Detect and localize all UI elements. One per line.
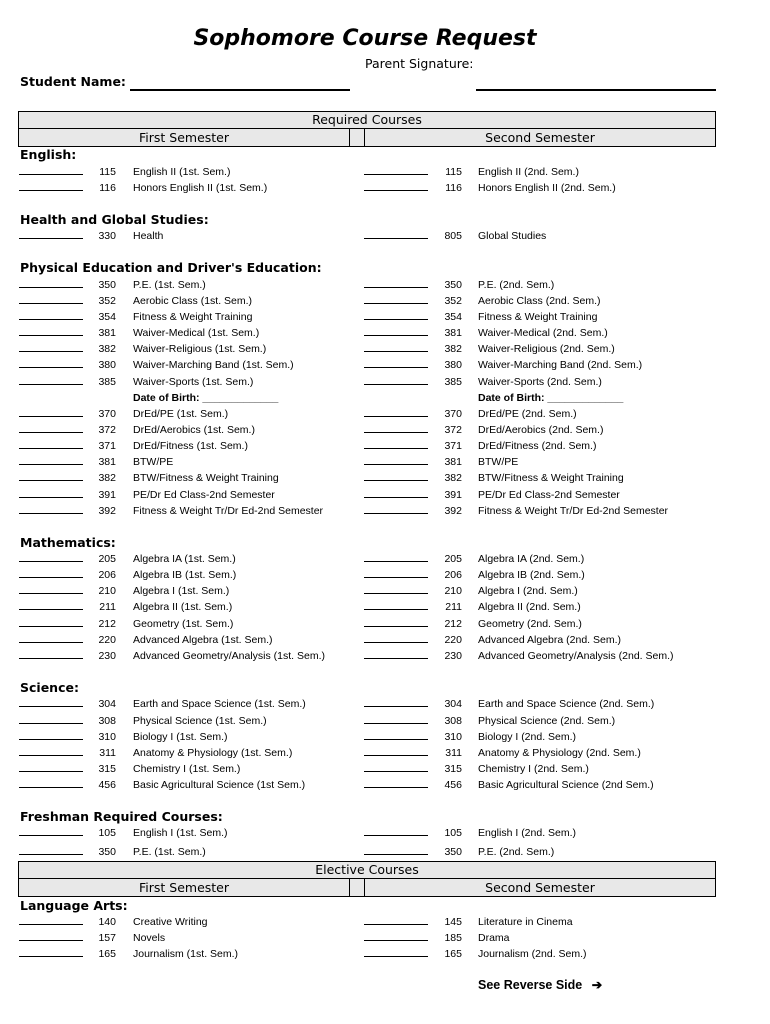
course-checkbox-blank[interactable] [364,771,428,772]
course-code: 381 [98,327,116,339]
course-code: 220 [444,634,462,646]
course-checkbox-blank[interactable] [19,755,83,756]
course-checkbox-blank[interactable] [19,497,83,498]
course-name: English I (1st. Sem.) [133,827,228,839]
course-code: 145 [444,916,462,928]
course-name: Geometry (2nd. Sem.) [478,618,582,630]
course-code: 370 [98,408,116,420]
course-checkbox-blank[interactable] [19,706,83,707]
section-heading: Physical Education and Driver's Education: [20,260,322,275]
course-checkbox-blank[interactable] [19,190,83,191]
course-name: DrEd/Aerobics (1st. Sem.) [133,424,255,436]
course-code: 381 [98,456,116,468]
course-checkbox-blank[interactable] [364,464,428,465]
course-name: Waiver-Marching Band (1st. Sem.) [133,359,294,371]
course-checkbox-blank[interactable] [364,755,428,756]
course-name: BTW/Fitness & Weight Training [133,472,279,484]
course-checkbox-blank[interactable] [364,658,428,659]
course-checkbox-blank[interactable] [364,335,428,336]
course-checkbox-blank[interactable] [364,497,428,498]
course-name: Basic Agricultural Science (1st Sem.) [133,779,306,791]
course-checkbox-blank[interactable] [19,577,83,578]
course-code: 350 [98,279,116,291]
course-checkbox-blank[interactable] [19,924,83,925]
course-code: 350 [444,846,462,858]
required-courses-header: Required Courses [18,111,716,129]
course-name: P.E. (2nd. Sem.) [478,279,555,291]
course-checkbox-blank[interactable] [19,464,83,465]
course-code: 382 [98,472,116,484]
course-code: 330 [98,230,116,242]
course-code: 371 [444,440,462,452]
course-checkbox-blank[interactable] [364,448,428,449]
student-name-field[interactable] [130,89,350,91]
course-code: 380 [98,359,116,371]
course-name: PE/Dr Ed Class-2nd Semester [133,489,275,501]
page-title: Sophomore Course Request [193,26,537,51]
course-code: 391 [98,489,116,501]
course-name: DrEd/Aerobics (2nd. Sem.) [478,424,604,436]
course-name: P.E. (1st. Sem.) [133,846,206,858]
course-checkbox-blank[interactable] [19,835,83,836]
course-name: Algebra I (2nd. Sem.) [478,585,578,597]
course-checkbox-blank[interactable] [19,609,83,610]
course-code: 205 [444,553,462,565]
course-code: 805 [444,230,462,242]
column-divider [349,129,350,146]
course-code: 315 [98,763,116,775]
course-name: Fitness & Weight Tr/Dr Ed-2nd Semester [478,505,669,517]
course-checkbox-blank[interactable] [19,303,83,304]
course-checkbox-blank[interactable] [19,319,83,320]
course-name: Fitness & Weight Training [478,311,598,323]
course-code: 165 [444,948,462,960]
course-name: Health [133,230,164,242]
course-name: Waiver-Sports (2nd. Sem.) [478,376,602,388]
course-name: Anatomy & Physiology (1st. Sem.) [133,747,293,759]
course-name: Algebra IB (2nd. Sem.) [478,569,585,581]
date-of-birth-field[interactable]: Date of Birth: _____________ [478,392,624,404]
course-code: 206 [444,569,462,581]
course-checkbox-blank[interactable] [364,835,428,836]
course-name: English II (1st. Sem.) [133,166,231,178]
course-name: Waiver-Religious (2nd. Sem.) [478,343,615,355]
course-code: 230 [98,650,116,662]
course-code: 115 [445,166,462,178]
arrow-right-icon: ➔ [591,978,603,992]
course-checkbox-blank[interactable] [19,416,83,417]
student-name-label: Student Name: [20,74,126,89]
course-name: P.E. (1st. Sem.) [133,279,206,291]
course-checkbox-blank[interactable] [364,956,428,957]
course-name: Advanced Geometry/Analysis (2nd. Sem.) [478,650,674,662]
course-code: 230 [444,650,462,662]
course-checkbox-blank[interactable] [19,480,83,481]
course-checkbox-blank[interactable] [19,626,83,627]
column-divider [349,879,350,896]
course-name: Waiver-Marching Band (2nd. Sem.) [478,359,643,371]
course-code: 165 [98,948,116,960]
first-semester-label: First Semester [138,130,229,145]
course-name: P.E. (2nd. Sem.) [478,846,555,858]
course-name: DrEd/PE (1st. Sem.) [133,408,229,420]
course-code: 372 [98,424,116,436]
course-name: Aerobic Class (1st. Sem.) [133,295,253,307]
course-code: 115 [99,166,116,178]
course-checkbox-blank[interactable] [364,642,428,643]
course-checkbox-blank[interactable] [364,924,428,925]
course-checkbox-blank[interactable] [19,335,83,336]
course-name: Journalism (2nd. Sem.) [478,948,587,960]
course-code: 211 [445,601,462,613]
course-checkbox-blank[interactable] [364,626,428,627]
course-name: Advanced Algebra (2nd. Sem.) [478,634,622,646]
course-code: 381 [444,327,462,339]
course-checkbox-blank[interactable] [364,593,428,594]
course-name: Novels [133,932,166,944]
course-name: Waiver-Medical (2nd. Sem.) [478,327,608,339]
course-checkbox-blank[interactable] [19,739,83,740]
course-name: Algebra IA (1st. Sem.) [133,553,236,565]
course-code: 385 [98,376,116,388]
course-name: Algebra IA (2nd. Sem.) [478,553,585,565]
course-checkbox-blank[interactable] [19,593,83,594]
section-heading: Mathematics: [20,535,116,550]
course-name: Basic Agricultural Science (2nd Sem.) [478,779,654,791]
course-code: 352 [98,295,116,307]
course-checkbox-blank[interactable] [364,609,428,610]
course-checkbox-blank[interactable] [364,287,428,288]
course-name: Anatomy & Physiology (2nd. Sem.) [478,747,641,759]
date-of-birth-field[interactable]: Date of Birth: _____________ [133,392,279,404]
course-checkbox-blank[interactable] [19,448,83,449]
course-code: 205 [98,553,116,565]
course-checkbox-blank[interactable] [364,739,428,740]
course-checkbox-blank[interactable] [19,771,83,772]
course-code: 380 [444,359,462,371]
course-checkbox-blank[interactable] [19,432,83,433]
course-checkbox-blank[interactable] [364,706,428,707]
course-code: 382 [98,343,116,355]
course-name: Waiver-Medical (1st. Sem.) [133,327,260,339]
section-heading: Science: [20,680,79,695]
course-code: 157 [98,932,116,944]
course-name: Earth and Space Science (2nd. Sem.) [478,698,655,710]
course-name: Aerobic Class (2nd. Sem.) [478,295,601,307]
course-name: Advanced Geometry/Analysis (1st. Sem.) [133,650,325,662]
course-code: 381 [444,456,462,468]
course-code: 370 [444,408,462,420]
course-code: 382 [444,343,462,355]
course-checkbox-blank[interactable] [19,174,83,175]
course-code: 372 [444,424,462,436]
required-semester-header [18,129,716,147]
course-code: 392 [98,505,116,517]
course-checkbox-blank[interactable] [19,561,83,562]
course-code: 308 [444,715,462,727]
course-code: 392 [444,505,462,517]
course-name: Geometry (1st. Sem.) [133,618,234,630]
course-checkbox-blank[interactable] [19,351,83,352]
course-checkbox-blank[interactable] [19,642,83,643]
parent-signature-field[interactable] [476,89,716,91]
course-name: Algebra I (1st. Sem.) [133,585,230,597]
section-heading: Health and Global Studies: [20,212,209,227]
course-code: 212 [444,618,462,630]
second-semester-label: Second Semester [485,880,595,895]
section-heading: Language Arts: [20,898,128,913]
course-checkbox-blank[interactable] [364,351,428,352]
course-code: 456 [444,779,462,791]
course-code: 352 [444,295,462,307]
course-name: Drama [478,932,510,944]
see-reverse-label: See Reverse Side [478,978,583,992]
course-code: 350 [444,279,462,291]
course-checkbox-blank[interactable] [19,367,83,368]
course-code: 354 [444,311,462,323]
course-checkbox-blank[interactable] [364,174,428,175]
course-code: 220 [98,634,116,646]
course-checkbox-blank[interactable] [364,190,428,191]
course-name: Creative Writing [133,916,208,928]
course-name: Fitness & Weight Training [133,311,253,323]
course-checkbox-blank[interactable] [19,384,83,385]
course-name: English II (2nd. Sem.) [478,166,579,178]
course-code: 391 [444,489,462,501]
elective-courses-header: Elective Courses [18,861,716,879]
course-checkbox-blank[interactable] [19,787,83,788]
course-checkbox-blank[interactable] [19,854,83,855]
course-code: 310 [444,731,462,743]
parent-signature-label: Parent Signature: [365,56,474,71]
course-checkbox-blank[interactable] [19,513,83,514]
course-name: Physical Science (2nd. Sem.) [478,715,616,727]
course-code: 350 [98,846,116,858]
course-code: 310 [98,731,116,743]
course-code: 385 [444,376,462,388]
course-name: Waiver-Sports (1st. Sem.) [133,376,254,388]
course-name: Algebra II (2nd. Sem.) [478,601,581,613]
course-code: 105 [98,827,116,839]
course-name: DrEd/Fitness (2nd. Sem.) [478,440,597,452]
course-code: 210 [98,585,116,597]
course-name: Biology I (2nd. Sem.) [478,731,577,743]
course-code: 308 [98,715,116,727]
course-name: Honors English II (2nd. Sem.) [478,182,616,194]
course-name: Fitness & Weight Tr/Dr Ed-2nd Semester [133,505,324,517]
course-name: Journalism (1st. Sem.) [133,948,239,960]
course-code: 371 [98,440,116,452]
course-checkbox-blank[interactable] [364,384,428,385]
course-code: 210 [444,585,462,597]
course-checkbox-blank[interactable] [19,287,83,288]
course-code: 311 [99,747,116,759]
course-checkbox-blank[interactable] [364,723,428,724]
course-code: 206 [98,569,116,581]
course-checkbox-blank[interactable] [19,658,83,659]
course-checkbox-blank[interactable] [19,238,83,239]
course-code: 105 [444,827,462,839]
course-code: 315 [444,763,462,775]
section-heading: English: [20,147,77,162]
course-checkbox-blank[interactable] [364,319,428,320]
section-heading: Freshman Required Courses: [20,809,223,824]
course-code: 116 [99,182,116,194]
course-checkbox-blank[interactable] [364,303,428,304]
course-name: Waiver-Religious (1st. Sem.) [133,343,267,355]
course-code: 116 [445,182,462,194]
course-code: 211 [99,601,116,613]
course-code: 185 [444,932,462,944]
second-semester-label: Second Semester [485,130,595,145]
course-code: 311 [445,747,462,759]
course-checkbox-blank[interactable] [364,432,428,433]
first-semester-label: First Semester [138,880,229,895]
course-name: Advanced Algebra (1st. Sem.) [133,634,273,646]
course-checkbox-blank[interactable] [19,956,83,957]
course-name: Chemistry I (2nd. Sem.) [478,763,589,775]
course-name: Chemistry I (1st. Sem.) [133,763,241,775]
course-name: DrEd/Fitness (1st. Sem.) [133,440,248,452]
course-code: 304 [444,698,462,710]
course-name: Algebra II (1st. Sem.) [133,601,233,613]
course-name: BTW/PE [478,456,519,468]
course-code: 382 [444,472,462,484]
course-checkbox-blank[interactable] [364,367,428,368]
course-name: Biology I (1st. Sem.) [133,731,228,743]
course-checkbox-blank[interactable] [364,854,428,855]
course-checkbox-blank[interactable] [364,480,428,481]
course-name: Honors English II (1st. Sem.) [133,182,268,194]
course-name: BTW/Fitness & Weight Training [478,472,624,484]
course-code: 140 [98,916,116,928]
course-checkbox-blank[interactable] [364,940,428,941]
course-code: 354 [98,311,116,323]
course-name: Algebra IB (1st. Sem.) [133,569,237,581]
course-name: Global Studies [478,230,547,242]
course-checkbox-blank[interactable] [364,513,428,514]
course-name: Earth and Space Science (1st. Sem.) [133,698,306,710]
course-name: BTW/PE [133,456,174,468]
course-checkbox-blank[interactable] [364,416,428,417]
course-code: 212 [98,618,116,630]
course-checkbox-blank[interactable] [19,940,83,941]
elective-semester-header [18,879,716,897]
see-reverse-side [478,977,602,992]
course-checkbox-blank[interactable] [364,577,428,578]
course-name: DrEd/PE (2nd. Sem.) [478,408,577,420]
course-checkbox-blank[interactable] [364,238,428,239]
course-code: 456 [98,779,116,791]
course-code: 304 [98,698,116,710]
course-name: PE/Dr Ed Class-2nd Semester [478,489,620,501]
course-checkbox-blank[interactable] [364,787,428,788]
course-checkbox-blank[interactable] [19,723,83,724]
course-checkbox-blank[interactable] [364,561,428,562]
course-name: English I (2nd. Sem.) [478,827,577,839]
course-name: Physical Science (1st. Sem.) [133,715,267,727]
course-name: Literature in Cinema [478,916,573,928]
